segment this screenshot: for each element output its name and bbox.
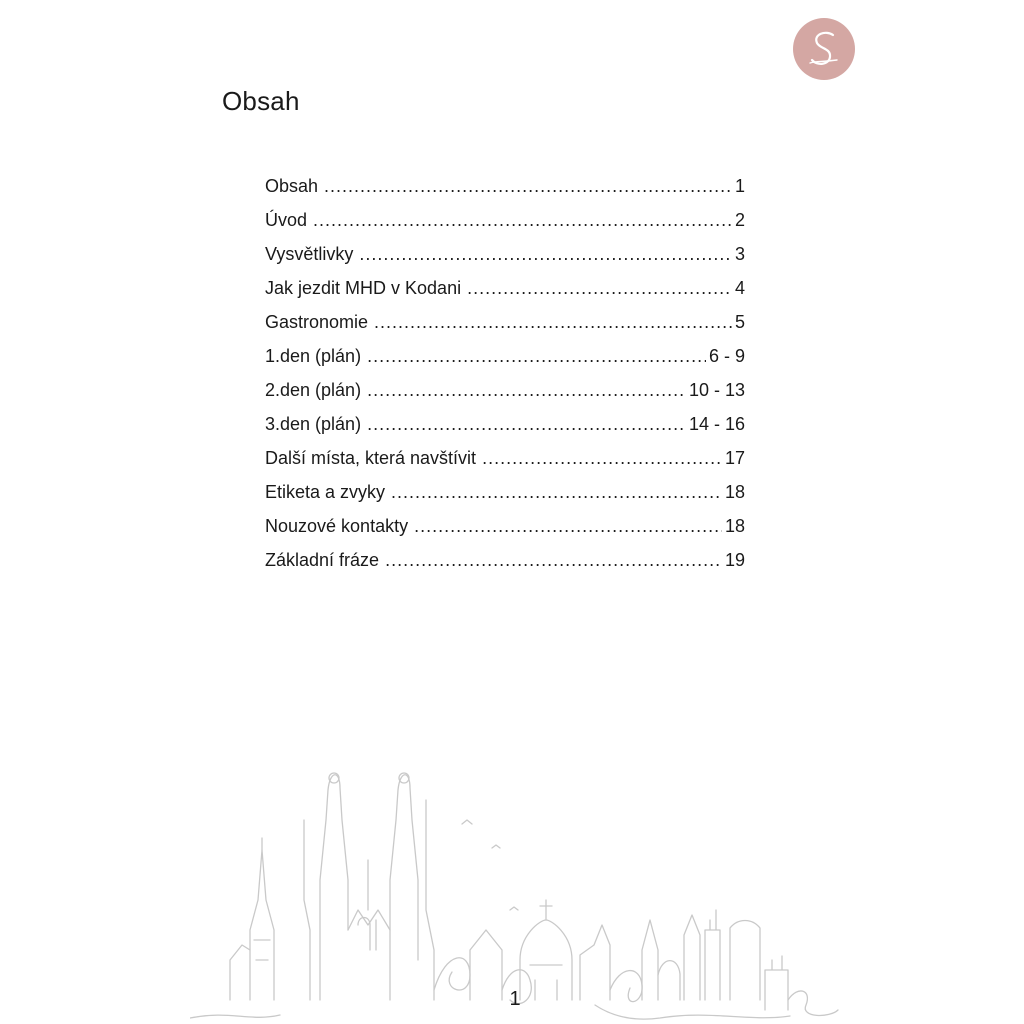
- toc-entry[interactable]: [265, 512, 745, 546]
- brand-logo: [793, 18, 855, 80]
- toc-entry-label: Nouzové kontakty: [265, 516, 409, 536]
- toc-entry-label: Gastronomie: [265, 312, 369, 332]
- toc-leader-dots: [414, 512, 722, 540]
- page-number: 1: [509, 988, 521, 1010]
- toc-entry-label: Další místa, která navštívit: [265, 448, 477, 468]
- toc-entry[interactable]: [265, 376, 745, 410]
- toc-entry-page: 14 - 16: [688, 414, 745, 434]
- toc-entry[interactable]: [265, 240, 745, 274]
- toc-entry[interactable]: [265, 410, 745, 444]
- toc-entry-label: Vysvětlivky: [265, 244, 354, 264]
- toc-entry-label: 1.den (plán): [265, 346, 362, 366]
- toc-leader-dots: [313, 206, 732, 234]
- toc-leader-dots: [385, 546, 722, 574]
- toc-entry[interactable]: [265, 274, 745, 308]
- s-monogram-icon: [793, 18, 855, 80]
- toc-entry[interactable]: [265, 342, 745, 376]
- toc-leader-dots: [367, 410, 686, 438]
- toc-leader-dots: [324, 172, 732, 200]
- toc-leader-dots: [374, 308, 732, 336]
- toc-leader-dots: [359, 240, 732, 268]
- toc-entry-page: 19: [724, 550, 745, 570]
- toc-entry-page: 5: [734, 312, 745, 332]
- city-skyline-illustration: [190, 760, 840, 1024]
- toc-entry-label: 2.den (plán): [265, 380, 362, 400]
- toc-leader-dots: [482, 444, 722, 472]
- toc-entry-page: 1: [734, 176, 745, 196]
- toc-entry-page: 6 - 9: [708, 346, 745, 366]
- toc-entry[interactable]: [265, 206, 745, 240]
- page-title: Obsah: [222, 86, 300, 116]
- toc-entry-page: 18: [724, 516, 745, 536]
- toc-entry[interactable]: [265, 444, 745, 478]
- toc-leader-dots: [367, 376, 686, 404]
- toc-entry-page: 18: [724, 482, 745, 502]
- table-of-contents: [265, 172, 745, 580]
- toc-entry[interactable]: [265, 546, 745, 580]
- toc-entry-page: 2: [734, 210, 745, 230]
- toc-leader-dots: [467, 274, 732, 302]
- toc-entry-page: 3: [734, 244, 745, 264]
- toc-entry-page: 4: [734, 278, 745, 298]
- toc-entry-label: Úvod: [265, 210, 308, 230]
- toc-leader-dots: [391, 478, 722, 506]
- toc-entry-page: 17: [724, 448, 745, 468]
- toc-entry-page: 10 - 13: [688, 380, 745, 400]
- toc-entry[interactable]: [265, 478, 745, 512]
- toc-entry-label: Etiketa a zvyky: [265, 482, 386, 502]
- toc-entry-label: Jak jezdit MHD v Kodani: [265, 278, 462, 298]
- toc-leader-dots: [367, 342, 706, 370]
- toc-entry[interactable]: [265, 172, 745, 206]
- toc-entry[interactable]: [265, 308, 745, 342]
- toc-entry-label: 3.den (plán): [265, 414, 362, 434]
- toc-entry-label: Základní fráze: [265, 550, 380, 570]
- toc-entry-label: Obsah: [265, 176, 319, 196]
